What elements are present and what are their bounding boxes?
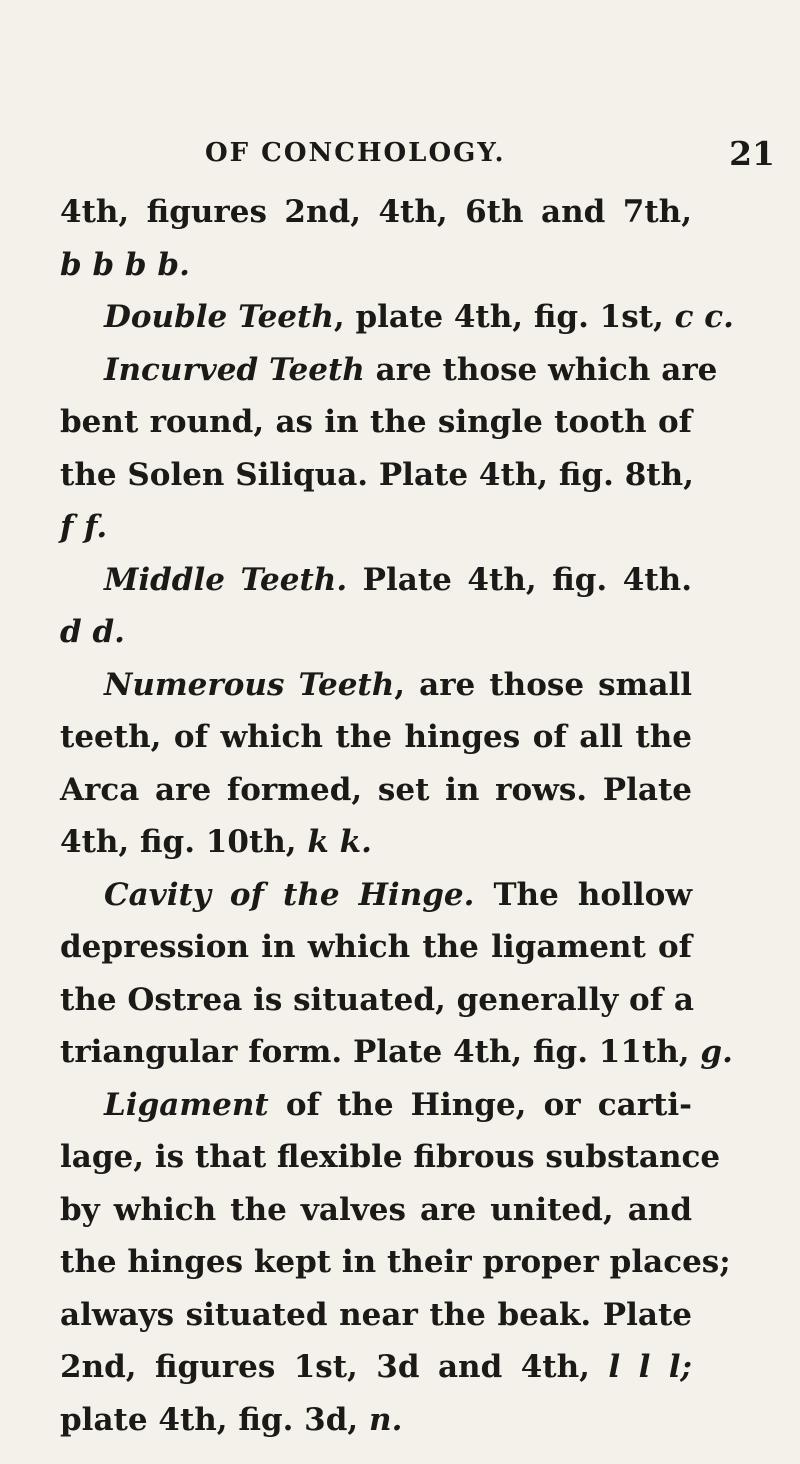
italic-text: Middle Teeth. bbox=[104, 561, 348, 598]
text-line bbox=[60, 1341, 692, 1394]
italic-text: Numerous Teeth bbox=[104, 666, 395, 703]
roman-text: Plate 4th, fig. 4th. bbox=[347, 561, 692, 598]
text-line bbox=[60, 1131, 721, 1184]
running-title: OF CONCHOLOGY. bbox=[205, 138, 506, 168]
italic-text: c c. bbox=[674, 299, 734, 335]
roman-text: 2nd, figures 1st, 3d and 4th, bbox=[60, 1349, 609, 1385]
text-line bbox=[60, 659, 692, 712]
text-line bbox=[60, 606, 692, 659]
roman-text: lage, is that flexible fibrous substance bbox=[60, 1139, 721, 1175]
text-line bbox=[60, 1289, 692, 1342]
roman-text: triangular form. Plate 4th, fig. 11th, bbox=[60, 1034, 701, 1070]
italic-text: n. bbox=[369, 1401, 403, 1438]
roman-text: always situated near the beak. Plate bbox=[60, 1296, 692, 1333]
text-line bbox=[60, 396, 692, 449]
text-line bbox=[60, 291, 734, 344]
body-text bbox=[60, 186, 734, 1446]
page-header bbox=[205, 134, 775, 178]
roman-text: depression in which the ligament of bbox=[60, 929, 692, 965]
italic-text: d d. bbox=[60, 614, 125, 650]
roman-text: , plate 4th, fig. 1st, bbox=[333, 299, 675, 335]
italic-text: Incurved Teeth bbox=[104, 351, 365, 388]
roman-text: The hollow bbox=[474, 876, 693, 913]
italic-text: f f. bbox=[60, 509, 108, 545]
text-line bbox=[60, 711, 692, 764]
italic-text: g. bbox=[700, 1034, 733, 1070]
roman-text: are those which are bbox=[364, 351, 718, 388]
roman-text: , are those small bbox=[394, 666, 692, 703]
text-line bbox=[60, 816, 692, 869]
text-line bbox=[60, 554, 692, 607]
text-line bbox=[60, 974, 692, 1027]
text-line bbox=[60, 239, 692, 292]
roman-text: the Solen Siliqua. Plate 4th, fig. 8th, bbox=[60, 456, 694, 493]
text-line bbox=[60, 764, 692, 817]
roman-text: 4th, fig. 10th, bbox=[60, 824, 308, 860]
text-line bbox=[60, 449, 692, 502]
italic-text: Ligament bbox=[104, 1086, 269, 1123]
roman-text: plate 4th, fig. 3d, bbox=[60, 1401, 370, 1438]
text-line bbox=[60, 1026, 733, 1079]
page-number: 21 bbox=[729, 134, 775, 173]
roman-text: Arca are formed, set in rows. Plate bbox=[60, 771, 692, 808]
roman-text: by which the valves are united, and bbox=[60, 1191, 692, 1228]
roman-text: teeth, of which the hinges of all the bbox=[60, 719, 692, 755]
italic-text: k k. bbox=[307, 824, 372, 860]
roman-text: of the Hinge, or carti- bbox=[268, 1086, 692, 1123]
roman-text: the Ostrea is situated, generally of a bbox=[60, 981, 694, 1018]
text-line bbox=[60, 869, 692, 922]
text-line bbox=[60, 186, 692, 239]
italic-text: Cavity of the Hinge. bbox=[104, 876, 475, 913]
text-line bbox=[60, 1184, 692, 1237]
roman-text: 4th, figures 2nd, 4th, 6th and 7th, bbox=[60, 194, 692, 230]
text-line bbox=[60, 501, 692, 554]
text-line bbox=[60, 921, 692, 974]
text-line bbox=[60, 1236, 731, 1289]
text-line bbox=[60, 1394, 692, 1447]
roman-text: bent round, as in the single tooth of bbox=[60, 404, 692, 440]
text-line bbox=[60, 344, 718, 397]
text-line bbox=[60, 1079, 692, 1132]
italic-text: Double Teeth bbox=[104, 299, 334, 335]
italic-text: l l l; bbox=[608, 1349, 693, 1385]
italic-text: b b b b. bbox=[60, 246, 190, 283]
roman-text: the hinges kept in their proper places; bbox=[60, 1244, 731, 1280]
